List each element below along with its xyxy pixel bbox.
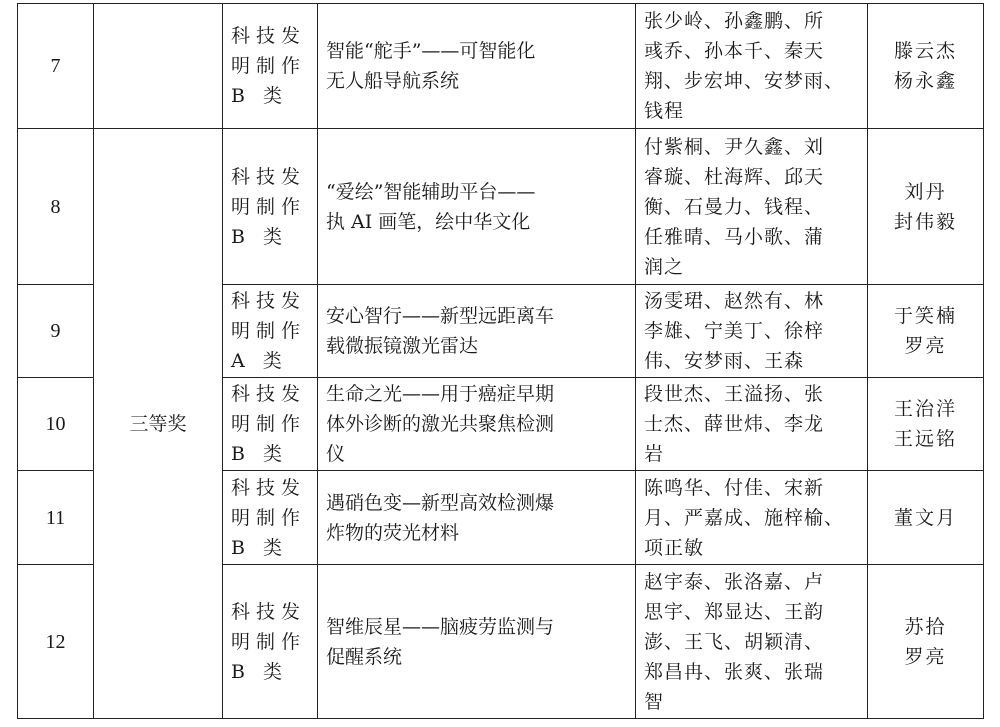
project-name-cell — [318, 565, 636, 719]
cell-line: 科技发 — [231, 165, 307, 188]
cell-line: A 类 — [231, 350, 288, 372]
table-row — [18, 4, 984, 129]
cell-line: 体外诊断的激光共聚焦检测 — [326, 413, 555, 435]
cell-line: 仪 — [326, 443, 346, 465]
cell-line: 伟、安梦雨、王森 — [644, 350, 805, 372]
cell-line: 翔、步宏坤、安梦雨、 — [644, 70, 845, 92]
cell-line: 张少岭、孙鑫鹏、所 — [644, 10, 825, 32]
cell-line: 明制作 — [231, 506, 307, 529]
cell-line: 王治洋 — [893, 398, 957, 420]
cell-line: 明制作 — [231, 55, 307, 77]
category-cell — [223, 4, 318, 129]
award-cell-blank — [94, 4, 223, 129]
advisor-cell — [868, 378, 984, 471]
row-number: 8 — [18, 129, 94, 285]
advisor-cell — [868, 565, 984, 719]
category-cell — [223, 129, 318, 285]
cell-line: 士杰、薛世炜、李龙 — [644, 413, 825, 435]
cell-line: 明制作 — [231, 195, 307, 218]
team-members-cell — [636, 471, 868, 565]
cell-line: 陈鸣华、付佳、宋新 — [644, 476, 825, 499]
cell-line: 思宇、郑显达、王韵 — [644, 600, 825, 623]
cell-line: B 类 — [231, 660, 289, 683]
cell-line: 岩 — [644, 443, 665, 465]
cell-line: 智能“舵手”——可智能化 — [326, 40, 536, 62]
team-members-cell — [636, 129, 868, 285]
project-name-cell — [318, 285, 636, 378]
cell-line: 李雄、宁美丁、徐梓 — [644, 320, 825, 342]
cell-line: 科技发 — [231, 25, 307, 47]
cell-line: 安心智行——新型远距离车 — [326, 305, 555, 327]
project-name-cell — [318, 471, 636, 565]
project-name-cell — [318, 129, 636, 285]
category-cell — [223, 285, 318, 378]
cell-line: 科技发 — [231, 476, 307, 499]
project-name-cell — [318, 4, 636, 129]
cell-line: B 类 — [231, 225, 289, 248]
cell-line: B 类 — [231, 85, 289, 107]
cell-line: 澎、王飞、胡颖清、 — [644, 630, 825, 653]
cell-line: 刘丹 — [904, 180, 947, 203]
cell-line: 付紫桐、尹久鑫、刘 — [644, 135, 825, 158]
row-number: 12 — [18, 565, 94, 719]
cell-line: 明制作 — [231, 413, 307, 435]
cell-line: B 类 — [231, 536, 289, 559]
project-name-cell — [318, 378, 636, 471]
cell-line: 钱程 — [644, 100, 685, 122]
cell-line: 智维辰星——脑疲劳监测与 — [326, 615, 555, 638]
cell-line: “爱绘”智能辅助平台—— — [326, 180, 536, 203]
cell-line: 王远铭 — [893, 428, 957, 450]
cell-line: 彧乔、孙本千、秦天 — [644, 40, 825, 62]
advisor-cell — [868, 471, 984, 565]
cell-line: 遇硝色变—新型高效检测爆 — [326, 491, 555, 514]
cell-line: 润之 — [644, 255, 685, 278]
cell-line: 任雅晴、马小歌、蒲 — [644, 225, 825, 248]
cell-line: 睿璇、杜海辉、邱天 — [644, 165, 825, 188]
cell-line: 封伟毅 — [893, 210, 957, 233]
cell-line: 无人船导航系统 — [326, 70, 460, 92]
table-row — [18, 129, 984, 285]
team-members-cell — [636, 285, 868, 378]
category-cell — [223, 471, 318, 565]
cell-line: 促醒系统 — [326, 645, 403, 668]
advisor-cell — [868, 285, 984, 378]
cell-line: 赵宇泰、张洛嘉、卢 — [644, 570, 825, 593]
cell-line: 项正敏 — [644, 536, 705, 559]
advisor-cell — [868, 4, 984, 129]
cell-line: 科技发 — [231, 383, 307, 405]
award-level: 三等奖 — [94, 129, 223, 719]
cell-line: 科技发 — [231, 600, 307, 623]
category-cell — [223, 378, 318, 471]
cell-line: 载微振镜激光雷达 — [326, 335, 479, 357]
cell-line: 滕云杰 — [893, 40, 957, 62]
cell-line: 月、严嘉成、施梓榆、 — [644, 506, 845, 529]
cell-line: 明制作 — [231, 630, 307, 653]
cell-line: 苏拾 — [904, 615, 947, 638]
cell-line: 生命之光——用于癌症早期 — [326, 383, 555, 405]
cell-line: B 类 — [231, 443, 289, 465]
cell-line: 罗亮 — [904, 645, 947, 668]
advisor-cell — [868, 129, 984, 285]
team-members-cell — [636, 565, 868, 719]
cell-line: 科技发 — [231, 290, 307, 312]
category-cell — [223, 565, 318, 719]
cell-line: 董文月 — [893, 506, 957, 529]
cell-line: 衡、石曼力、钱程、 — [644, 195, 825, 218]
row-number: 10 — [18, 378, 94, 471]
cell-line: 执 AI 画笔，绘中华文化 — [326, 210, 531, 233]
cell-line: 智 — [644, 690, 665, 713]
team-members-cell — [636, 378, 868, 471]
row-number: 11 — [18, 471, 94, 565]
awards-table — [17, 3, 984, 719]
cell-line: 罗亮 — [904, 335, 947, 357]
cell-line: 段世杰、王溢扬、张 — [644, 383, 825, 405]
cell-line: 于笑楠 — [893, 305, 957, 327]
row-number: 7 — [18, 4, 94, 129]
team-members-cell — [636, 4, 868, 129]
cell-line: 杨永鑫 — [893, 70, 957, 92]
row-number: 9 — [18, 285, 94, 378]
cell-line: 明制作 — [231, 320, 307, 342]
cell-line: 郑昌冉、张爽、张瑞 — [644, 660, 825, 683]
cell-line: 汤雯珺、赵然有、林 — [644, 290, 825, 312]
cell-line: 炸物的荧光材料 — [326, 521, 460, 544]
awards-table-body — [18, 4, 984, 719]
